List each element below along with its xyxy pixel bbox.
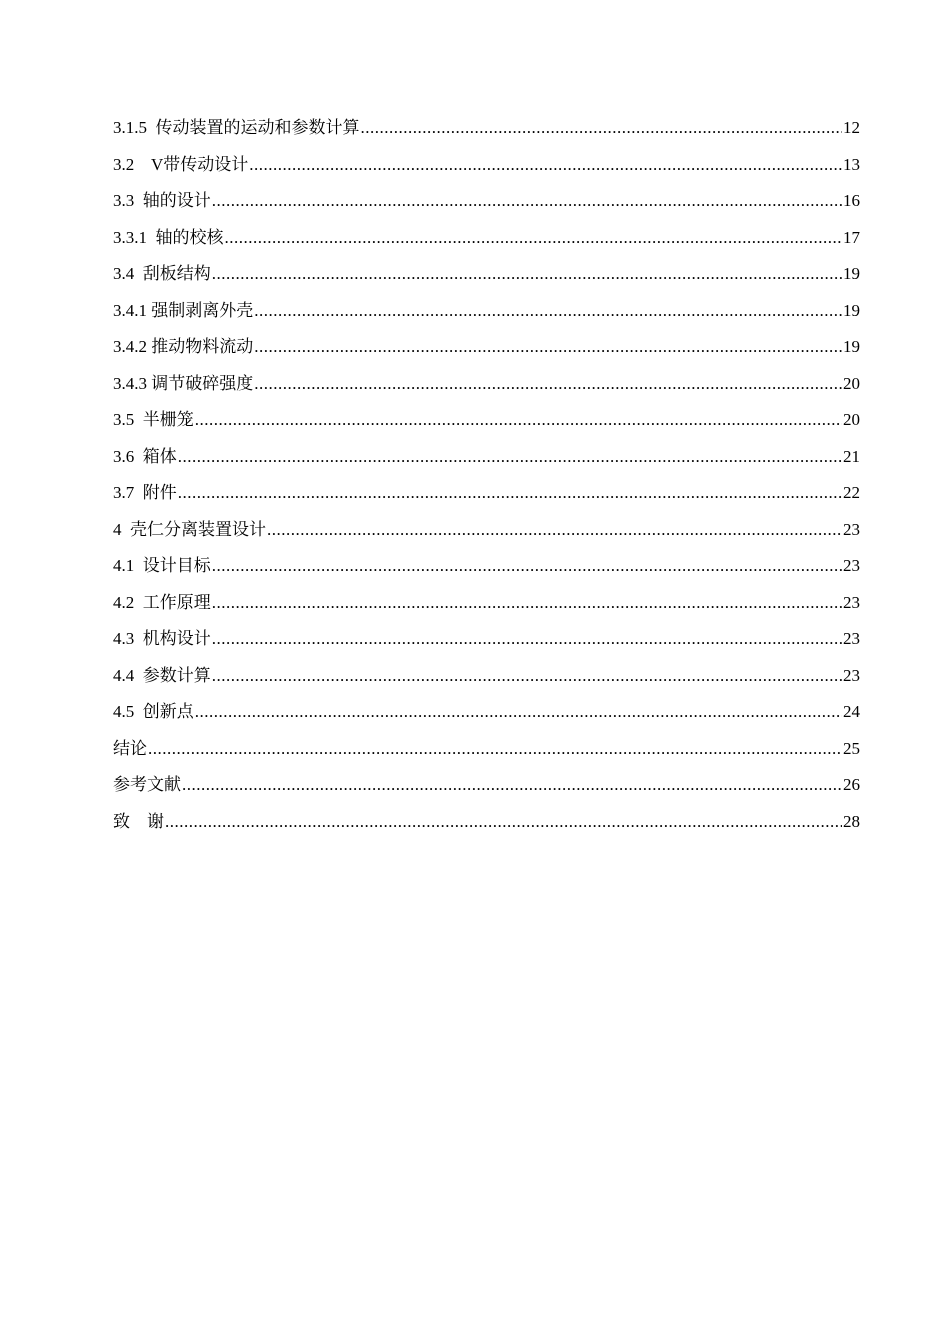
- toc-entry-label: 4 壳仁分离装置设计: [113, 519, 266, 539]
- toc-entry-label: 4.4 参数计算: [113, 665, 211, 685]
- table-of-contents: [113, 110, 860, 840]
- toc-page-number: 17: [843, 227, 860, 247]
- toc-page-number: 20: [843, 410, 860, 429]
- toc-entry[interactable]: [113, 475, 860, 512]
- toc-dot-leader: [225, 220, 843, 257]
- toc-dot-leader: [254, 329, 842, 366]
- toc-dot-leader: [178, 439, 842, 476]
- toc-entry-label: 结论: [113, 738, 147, 758]
- toc-entry[interactable]: [113, 183, 860, 220]
- toc-entry-label: 3.4.2 推动物料流动: [113, 337, 254, 356]
- toc-entry-label: 3.1.5 传动装置的运动和参数计算: [113, 118, 360, 137]
- toc-entry[interactable]: [113, 402, 860, 439]
- toc-page-number: 16: [843, 191, 860, 210]
- toc-entry-label: 4.1 设计目标: [113, 556, 211, 575]
- toc-entry[interactable]: [113, 256, 860, 293]
- toc-entry[interactable]: [113, 366, 860, 403]
- toc-entry[interactable]: [113, 147, 860, 184]
- toc-entry[interactable]: [113, 767, 860, 804]
- toc-entry[interactable]: [113, 548, 860, 585]
- toc-entry[interactable]: [113, 621, 860, 658]
- toc-dot-leader: [178, 475, 842, 512]
- toc-dot-leader: [212, 621, 842, 658]
- toc-page-number: 23: [843, 629, 860, 648]
- toc-dot-leader: [165, 804, 842, 841]
- toc-page-number: 12: [843, 118, 860, 137]
- toc-dot-leader: [212, 658, 842, 695]
- toc-entry-label: 3.4.3 调节破碎强度: [113, 373, 254, 393]
- toc-dot-leader: [212, 183, 842, 220]
- toc-page-number: 23: [843, 592, 860, 612]
- toc-entry-label: 4.5 创新点: [113, 702, 194, 721]
- toc-entry-label: 3.2 V带传动设计: [113, 154, 249, 174]
- toc-dot-leader: [212, 256, 842, 293]
- toc-page-number: 23: [843, 556, 860, 575]
- toc-entry[interactable]: [113, 585, 860, 622]
- toc-entry-label: 4.2 工作原理: [113, 592, 211, 612]
- toc-dot-leader: [267, 512, 842, 549]
- toc-dot-leader: [254, 366, 842, 403]
- toc-page-number: 24: [843, 702, 860, 721]
- toc-entry[interactable]: [113, 512, 860, 549]
- toc-entry[interactable]: [113, 731, 860, 768]
- toc-dot-leader: [361, 110, 843, 147]
- toc-page-number: 19: [843, 337, 860, 356]
- toc-entry[interactable]: [113, 804, 860, 841]
- toc-entry[interactable]: [113, 293, 860, 330]
- toc-page-number: 28: [843, 811, 860, 831]
- toc-entry[interactable]: [113, 110, 860, 147]
- toc-entry[interactable]: [113, 329, 860, 366]
- toc-dot-leader: [212, 585, 842, 622]
- toc-dot-leader: [195, 694, 842, 731]
- toc-dot-leader: [249, 147, 842, 184]
- toc-page-number: 22: [843, 483, 860, 502]
- toc-page-number: 21: [843, 446, 860, 466]
- toc-page-number: 19: [843, 264, 860, 283]
- toc-entry-label: 3.4.1 强制剥离外壳: [113, 300, 254, 320]
- toc-entry-label: 3.3 轴的设计: [113, 191, 211, 210]
- toc-entry-label: 致 谢: [113, 811, 164, 831]
- toc-entry[interactable]: [113, 658, 860, 695]
- toc-entry-label: 3.6 箱体: [113, 446, 177, 466]
- toc-entry-label: 3.7 附件: [113, 483, 177, 502]
- toc-page-number: 19: [843, 300, 860, 320]
- toc-dot-leader: [182, 767, 842, 804]
- toc-entry-label: 3.4 刮板结构: [113, 264, 211, 283]
- toc-page-number: 25: [843, 738, 860, 758]
- toc-page-number: 23: [843, 519, 860, 539]
- toc-dot-leader: [254, 293, 842, 330]
- toc-dot-leader: [195, 402, 842, 439]
- toc-entry[interactable]: [113, 439, 860, 476]
- toc-entry[interactable]: [113, 220, 860, 257]
- toc-entry[interactable]: [113, 694, 860, 731]
- toc-page-number: 13: [843, 154, 860, 174]
- toc-entry-label: 4.3 机构设计: [113, 629, 211, 648]
- toc-dot-leader: [148, 731, 842, 768]
- toc-entry-label: 3.5 半栅笼: [113, 410, 194, 429]
- toc-page-number: 23: [843, 665, 860, 685]
- toc-page-number: 20: [843, 373, 860, 393]
- toc-entry-label: 3.3.1 轴的校核: [113, 227, 224, 247]
- toc-page-number: 26: [843, 775, 860, 794]
- toc-dot-leader: [212, 548, 842, 585]
- toc-entry-label: 参考文献: [113, 775, 181, 794]
